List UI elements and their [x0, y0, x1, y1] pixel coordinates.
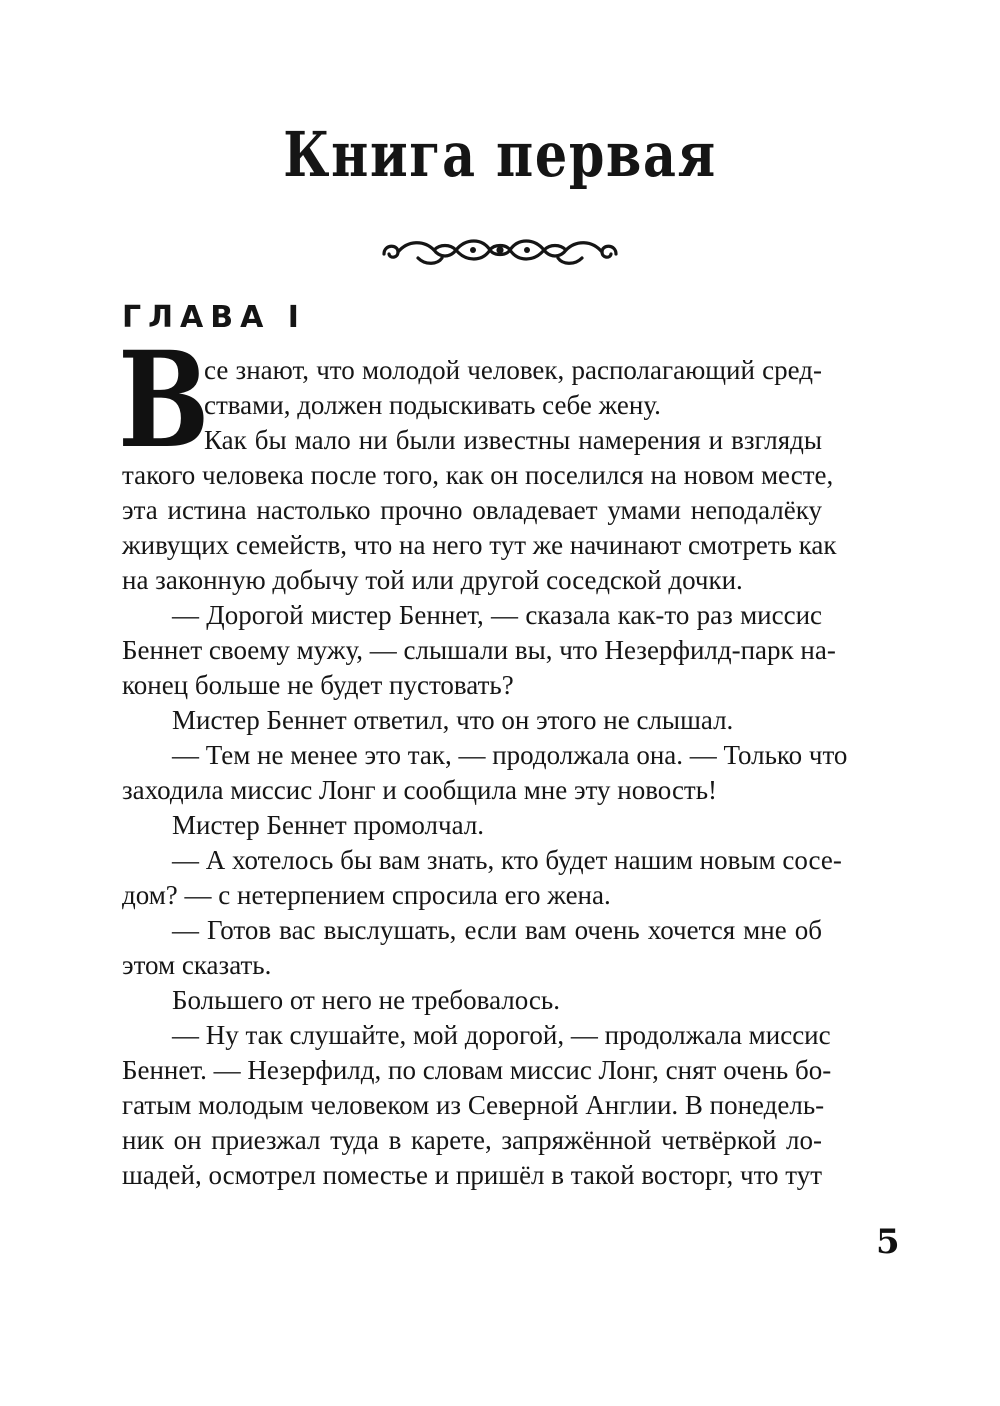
ornamental-flourish-icon	[378, 232, 622, 270]
text-line: конец больше не будет пустовать?	[122, 670, 514, 700]
text-line: этом сказать.	[122, 950, 272, 980]
text-line: ствами, должен подыскивать себе жену.	[204, 390, 661, 420]
text-line: се знают, что молодой человек, располагающий сред-	[204, 355, 822, 385]
text-line: — Тем не менее это так, — продолжала она. — Только что	[172, 740, 848, 770]
text-line: — Готов вас выслушать, если вам очень хочется мне об	[172, 915, 822, 945]
text-line: — Дорогой мистер Беннет, — сказала как-то раз миссис	[172, 600, 822, 630]
text-line: дом? — с нетерпением спросила его жена.	[122, 880, 611, 910]
text-line: Мистер Беннет промолчал.	[172, 810, 485, 840]
text-line: эта истина настолько прочно овладевает умами неподалёку	[122, 495, 822, 525]
text-line: живущих семейств, что на него тут же начинают смотреть как	[122, 530, 837, 560]
text-line: на законную добычу той или другой соседской дочки.	[122, 565, 743, 595]
text-line: Беннет своему мужу, — слышали вы, что Незерфилд-парк на-	[122, 635, 836, 665]
text-line: гатым молодым человеком из Северной Англии. В понедель-	[122, 1090, 825, 1120]
text-line: Мистер Беннет ответил, что он этого не слышал.	[172, 705, 734, 735]
book-title: Книга первая	[283, 118, 717, 191]
chapter-heading: ГЛАВА I	[122, 300, 306, 335]
text-line: шадей, осмотрел поместье и пришёл в такой восторг, что тут	[122, 1160, 823, 1190]
page-number: 5	[876, 1222, 900, 1262]
text-line: такого человека после того, как он поселился на новом месте,	[122, 460, 834, 490]
drop-cap-letter: В	[118, 323, 210, 478]
text-line: — А хотелось бы вам знать, кто будет нашим новым сосе-	[172, 845, 842, 875]
text-line: — Ну так слушайте, мой дорогой, — продолжала миссис	[172, 1020, 831, 1050]
text-line: заходила миссис Лонг и сообщила мне эту новость!	[122, 775, 718, 805]
text-line: Беннет. — Незерфилд, по словам миссис Лонг, снят очень бо-	[122, 1055, 832, 1085]
text-line: ник он приезжал туда в карете, запряжённой четвёркой ло-	[122, 1125, 822, 1155]
text-line: Большего от него не требовалось.	[172, 985, 560, 1015]
text-line: Как бы мало ни были известны намерения и взгляды	[204, 425, 822, 455]
